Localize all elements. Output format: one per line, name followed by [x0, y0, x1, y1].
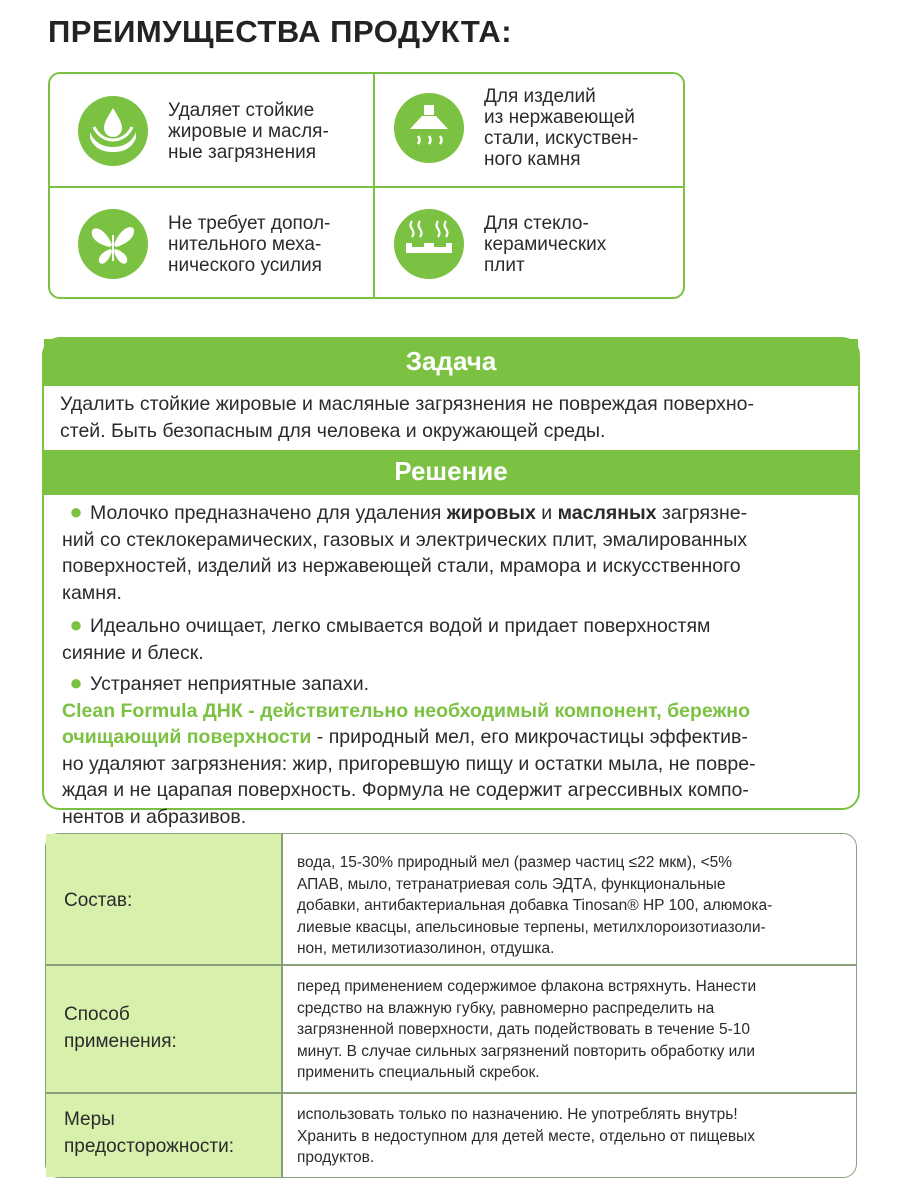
solution-heading: Решение: [44, 450, 858, 495]
composition-label: [64, 888, 132, 913]
task-line: стей. Быть безопасным для человека и окружающей среды.: [60, 419, 606, 442]
task-line: Удалить стойкие жировые и масляные загрязнения не повреждая поверхно-: [60, 393, 754, 415]
value-line: минут. В случае сильных загрязнений повторить обработку или: [297, 1042, 755, 1060]
precautions-value: [297, 1104, 842, 1169]
product-info-table: [45, 833, 857, 1178]
bold-text: жировых: [446, 502, 536, 524]
bullet-dot: ●: [69, 499, 83, 524]
grid-divider: [50, 186, 683, 188]
bullet-dot: ●: [69, 612, 83, 637]
bullet-item: [62, 612, 842, 640]
highlight-text: очищающий поверхности: [62, 726, 312, 748]
value-line: АПАВ, мыло, тетранатриевая соль ЭДТА, функциональные: [297, 875, 726, 893]
label-line: Способ: [64, 1004, 130, 1025]
label-line: Меры: [64, 1109, 115, 1130]
task-heading: Задача: [44, 339, 858, 386]
advantage-text: ного камня: [484, 149, 581, 170]
highlight-text: Clean Formula ДНК - действительно необходимый компонент, бережно: [62, 699, 750, 722]
usage-value: [297, 976, 842, 1084]
advantage-item: [392, 86, 638, 170]
value-line: Хранить в недоступном для детей месте, отдельно от пищевых: [297, 1127, 755, 1145]
advantages-grid: [48, 72, 685, 299]
text-run: - природный мел, его микрочастицы эффектив-: [311, 726, 748, 748]
text-line: ний со стеклокерамических, газовых и электрических плит, эмалированных: [62, 528, 748, 551]
value-line: средство на влажную губку, равномерно распределить на: [297, 999, 715, 1017]
value-line: применить специальный скребок.: [297, 1064, 540, 1081]
advantage-text: нического усилия: [168, 254, 322, 276]
usage-label: [64, 1001, 177, 1055]
advantage-item: [392, 207, 606, 281]
text-run: Устраняет неприятные запахи.: [90, 673, 370, 695]
value-line: добавки, антибактериальная добавка Tinosan® HP 100, алюмока-: [297, 897, 773, 914]
text-line: но удаляют загрязнения: жир, пригоревшую пищу и остатки мыла, не повре-: [62, 752, 756, 775]
label-line: Состав:: [64, 890, 133, 911]
label-line: применения:: [64, 1031, 177, 1052]
solution-text: [62, 499, 842, 830]
text-line: сияние и блеск.: [62, 641, 204, 664]
advantage-text: жировые и масля-: [168, 120, 329, 142]
table-divider: [281, 834, 283, 1177]
composition-value: [297, 852, 842, 960]
table-divider: [46, 1092, 856, 1094]
bullet-item: [62, 670, 842, 698]
value-line: перед применением содержимое флакона встряхнуть. Нанести: [297, 978, 757, 995]
value-line: нон, метилизотиазолинон, отдушка.: [297, 940, 555, 957]
advantage-text: ные загрязнения: [168, 141, 317, 163]
task-solution-box: [42, 337, 860, 828]
cooktop-icon: [392, 207, 466, 281]
value-line: использовать только по назначению. Не употреблять внутрь!: [297, 1106, 738, 1123]
range-hood-icon: [392, 91, 466, 165]
bullet-dot: ●: [69, 670, 83, 695]
value-line: лиевые квасцы, апельсиновые терпены, метилхлороизотиазоли-: [297, 918, 766, 936]
value-line: загрязненной поверхности, дать подействовать в течение 5-10: [297, 1021, 750, 1038]
advantage-text: стали, искуствен-: [484, 128, 639, 149]
advantage-text: керамических: [484, 233, 607, 255]
text-line: нентов и абразивов.: [62, 805, 247, 828]
advantage-text: Не требует допол-: [168, 212, 331, 234]
label-line: предосторожности:: [64, 1136, 234, 1157]
value-line: продуктов.: [297, 1149, 375, 1166]
page-title: ПРЕИМУЩЕСТВА ПРОДУКТА:: [48, 14, 513, 49]
task-text: [60, 391, 842, 444]
drop-in-hands-icon: [76, 94, 150, 168]
advantage-text: из нержавеющей: [484, 107, 635, 128]
text-line: [62, 724, 842, 751]
advantage-item: [76, 94, 329, 168]
advantage-text: плит: [484, 254, 525, 276]
value-line: вода, 15-30% природный мел (размер частиц ≤22 мкм), <5%: [297, 854, 733, 871]
text-run: Идеально очищает, легко смывается водой и придает поверхностям: [90, 615, 711, 637]
text-run: загрязне-: [656, 502, 748, 524]
advantage-text: Удаляет стойкие: [168, 99, 315, 121]
text-line: поверхностей, изделий из нержавеющей стали, мрамора и искусственного: [62, 555, 741, 577]
table-divider: [46, 964, 856, 966]
butterfly-icon: [76, 207, 150, 281]
bullet-item: [62, 499, 842, 527]
advantage-text: нительного меха-: [168, 233, 322, 255]
advantage-text: Для стекло-: [484, 212, 589, 234]
advantage-text: Для изделий: [484, 86, 596, 107]
text-line: камня.: [62, 581, 122, 604]
bold-text: масляных: [557, 502, 657, 524]
text-run: и: [535, 502, 558, 524]
text-line: ждая и не царапая поверхность. Формула не содержит агрессивных компо-: [62, 779, 749, 801]
text-run: Молочко предназначено для удаления: [90, 502, 447, 524]
advantage-item: [76, 207, 330, 281]
precautions-label: [64, 1106, 234, 1160]
